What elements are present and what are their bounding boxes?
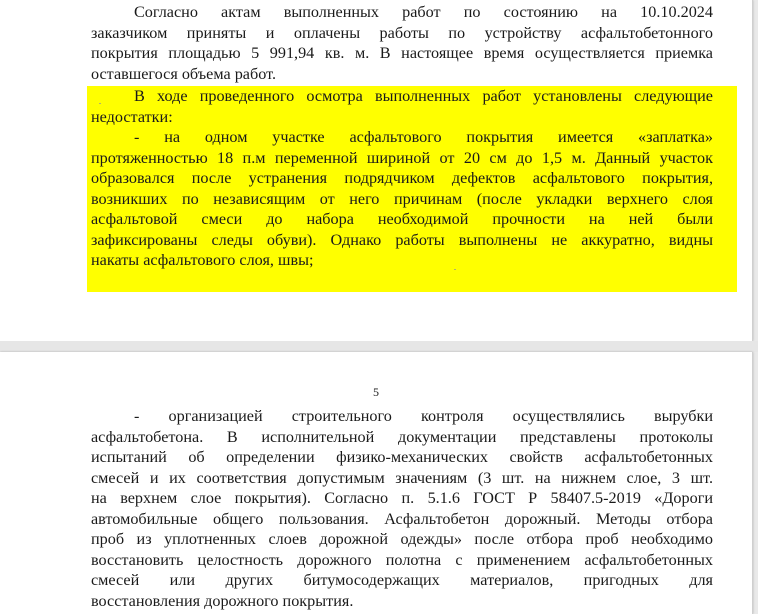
text-line: смесей и их соответствия допустимым значениям (3 шт. на нижнем слое, 3 шт. [91,468,713,487]
text-line: образовался после устранения подрядчиком дефектов асфальтового покрытия, [91,169,713,187]
text-line: восстановить целостность дорожного полотна с применением асфальтобетонных [91,550,713,569]
paragraph-defects [91,86,713,271]
text-line: Согласно актам выполненных работ по состоянию на 10.10.2024 [134,3,713,21]
text-line: - организацией строительного контроля осуществлялись вырубки [134,407,713,425]
text-line: протяженностью 18 п.м переменной шириной от 20 см до 1,5 м. Данный участок [91,148,713,167]
scan-speck [99,103,101,104]
text-line: - на одном участке асфальтового покрытия имеется «заплатка» [134,128,713,146]
text-line: восстановления дорожного покрытия. [91,591,354,610]
text-line: испытаний об определении физико-механических свойств асфальтобетонных [91,448,713,466]
text-line: на верхнем слое покрытия). Согласно п. 5.1.6 ГОСТ Р 58407.5-2019 «Дороги [91,489,713,507]
paragraph-inspection [91,406,713,611]
text-line: накаты асфальтового слоя, швы; [91,251,314,269]
text-line: недостатки: [91,107,173,126]
highlighted-block [87,86,737,292]
document-page-bottom [0,352,753,614]
text-line: В ходе проведенного осмотра выполненных работ установлены следующие [134,87,713,105]
text-line: асфальтобетона. В исполнительной документации представлены протоколы [91,427,713,446]
text-line: оставшегося объема работ. [91,64,276,83]
page-number: 5 [373,385,379,399]
text-line: проб из уплотненных слоев дорожной одежды» после отбора проб необходимо [91,530,713,548]
text-line: смесей или других битумосодержащих материалов, пригодных для [91,571,713,589]
paragraph-acts [91,2,713,84]
text-line: возникших по независящим от него причинам (после укладки верхнего слоя [91,189,713,208]
scan-speck [454,269,456,270]
text-line: заказчиком приняты и оплачены работы по устройству асфальтобетонного [91,23,713,42]
text-line: автомобильные общего пользования. Асфальтобетон дорожный. Методы отбора [91,509,713,528]
text-line: асфальтовой смеси до набора необходимой прочности на ней были [91,210,713,228]
text-line: зафиксированы следы обуви). Однако работы выполнены не аккуратно, видны [91,230,713,249]
text-line: покрытия площадью 5 991,94 кв. м. В настоящее время осуществляется приемка [91,44,713,62]
page-gap [0,341,758,352]
